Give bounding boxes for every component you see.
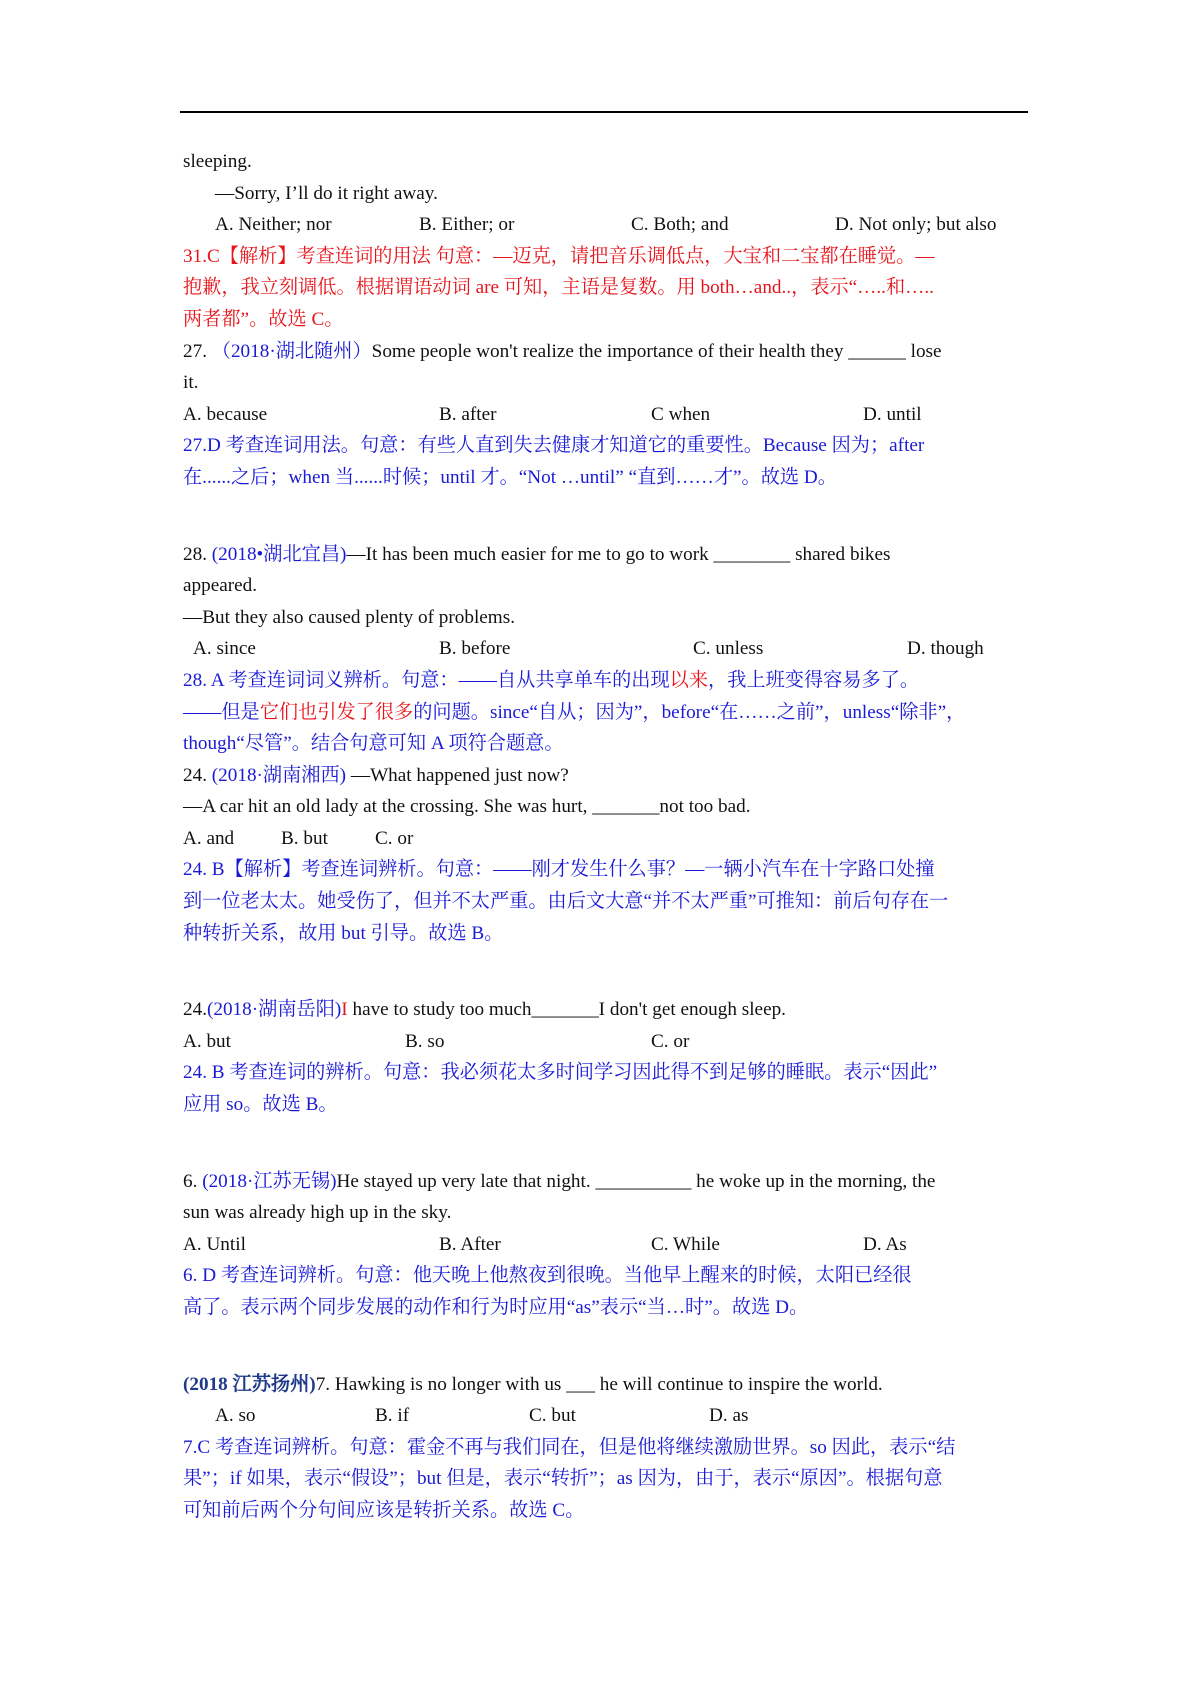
option-b: B. if <box>375 1405 410 1427</box>
spacer <box>183 1324 1025 1369</box>
answer-explanation: 7.C 考查连词辨析。句意：霍金不再与我们同在，但是他将继续激励世界。so 因此，表示“结 <box>183 1436 956 1458</box>
option-c: C. but <box>529 1405 576 1427</box>
option-b: B. so <box>405 1030 445 1052</box>
spacer <box>183 949 1025 994</box>
question-number: 6. <box>183 1170 203 1192</box>
question-text: He stayed up very late that night. __________ he woke up in the morning, the <box>336 1170 936 1192</box>
answer-explanation: 抱歉，我立刻调低。根据谓语动词 are 可知，主语是复数。用 both…and..，表示“…..和….. <box>183 277 934 299</box>
option-a: A. Until <box>183 1233 246 1255</box>
highlight-text: 以来 <box>669 669 709 691</box>
option-d: D. though <box>907 638 984 660</box>
answer-explanation: 两者都”。故选 C。 <box>183 308 344 330</box>
answer-explanation: 种转折关系，故用 but 引导。故选 B。 <box>183 922 504 944</box>
question-number: 27. <box>183 340 212 362</box>
question-24-yueyang <box>183 994 1025 1026</box>
question-source: (2018•湖北宜昌) <box>211 543 347 565</box>
question-text: I <box>341 999 348 1021</box>
question-text: sun was already high up in the sky. <box>183 1202 452 1224</box>
answer-explanation: 到一位老太太。她受伤了，但并不太严重。由后文大意“并不太严重”可推知：前后句存在一 <box>183 891 949 913</box>
answer-options <box>183 633 1025 665</box>
answer-explanation <box>183 665 1025 697</box>
answer-explanation: 31.C【解析】考查连词的用法 句意：—迈克，请把音乐调低点，大宝和二宝都在睡觉。— <box>183 245 935 267</box>
question-number: 24. <box>183 764 212 786</box>
answer-options <box>183 1026 1025 1058</box>
option-c: C. unless <box>693 638 764 660</box>
explanation-text: 的问题。since“自从；因为”，before“在……之前”，unless“除非”， <box>413 701 966 723</box>
explanation-text: ——但是 <box>183 701 260 723</box>
question-number: 24. <box>183 999 207 1021</box>
header-rule <box>180 111 1028 113</box>
question-6 <box>183 1166 1025 1198</box>
answer-explanation: 27.D 考查连词用法。句意：有些人直到失去健康才知道它的重要性。Because 因为；after <box>183 435 925 457</box>
option-a: A. but <box>183 1030 231 1052</box>
question-text: have to study too much_______I don't get enough sleep. <box>347 999 786 1021</box>
question-source: (2018 江苏扬州) <box>183 1373 316 1395</box>
question-text: Some people won't realize the importance of their health they ______ lose <box>371 340 942 362</box>
question-text: appeared. <box>183 575 258 597</box>
option-a: A. Neither; nor <box>215 214 332 236</box>
answer-explanation: 高了。表示两个同步发展的动作和行为时应用“as”表示“当…时”。故选 D。 <box>183 1297 809 1318</box>
question-reply: —A car hit an old lady at the crossing. She was hurt, _______not too bad. <box>183 796 751 818</box>
explanation-text: ，我上班变得容易多了。 <box>708 669 920 691</box>
option-b: B. Either; or <box>419 214 515 236</box>
option-b: B. after <box>439 403 497 425</box>
answer-explanation: 24. B 考查连词的辨析。句意：我必须花太多时间学习因此得不到足够的睡眠。表示“因此” <box>183 1062 938 1084</box>
question-text: it. <box>183 372 199 394</box>
option-d: D. until <box>863 403 922 425</box>
question-source: （2018·湖北随州） <box>211 340 372 362</box>
question-text: sleeping. <box>183 151 252 172</box>
option-b: B. After <box>439 1233 501 1255</box>
answer-options <box>183 823 1025 855</box>
question-reply: —But they also caused plenty of problems. <box>183 606 515 628</box>
answer-explanation: 6. D 考查连词辨析。句意：他天晚上他熬夜到很晚。当他早上醒来的时候，太阳已经很 <box>183 1265 912 1287</box>
option-c: C. or <box>651 1030 690 1052</box>
option-a: A. since <box>193 638 256 660</box>
document-body <box>183 146 1025 1527</box>
answer-options <box>183 399 1025 431</box>
answer-explanation: 在......之后；when 当......时候；until 才。“Not …until” “直到……才”。故选 D。 <box>183 466 837 488</box>
answer-options <box>183 1400 1025 1432</box>
answer-explanation <box>183 697 1025 729</box>
answer-explanation: 果”；if 如果，表示“假设”；but 但是，表示“转折”；as 因为，由于，表示“原因”。根据句意 <box>183 1468 943 1490</box>
answer-explanation: 应用 so。故选 B。 <box>183 1094 338 1116</box>
option-c: C. While <box>651 1233 720 1255</box>
option-b: B. but <box>281 827 328 849</box>
option-a: A. so <box>215 1405 256 1427</box>
option-d: D. Not only; but also <box>835 214 997 236</box>
answer-explanation: 24. B【解析】考查连词辨析。句意：——刚才发生什么事？—一辆小汽车在十字路口处撞 <box>183 859 935 881</box>
option-c: C. or <box>375 827 414 849</box>
option-c: C. Both; and <box>631 214 729 236</box>
answer-explanation: 可知前后两个分句间应该是转折关系。故选 C。 <box>183 1499 585 1521</box>
answer-explanation: though“尽管”。结合句意可知 A 项符合题意。 <box>183 733 564 755</box>
question-text: —What happened just now? <box>346 764 569 786</box>
question-source: (2018·湖南湘西) <box>211 764 347 786</box>
explanation-text: 28. A 考查连词词义辨析。句意：——自从共享单车的出现 <box>183 669 670 691</box>
question-7 <box>183 1369 1025 1401</box>
option-a: A. and <box>183 827 235 849</box>
question-27 <box>183 336 1025 368</box>
option-d: D. As <box>863 1233 907 1255</box>
option-b: B. before <box>439 638 511 660</box>
option-d: D. as <box>709 1405 749 1427</box>
answer-options <box>183 209 1025 241</box>
option-a: A. because <box>183 403 268 425</box>
highlight-text: 它们也引发了很多 <box>259 701 414 723</box>
question-reply: —Sorry, I’ll do it right away. <box>215 182 438 204</box>
spacer <box>183 1121 1025 1166</box>
answer-options <box>183 1229 1025 1261</box>
question-source: (2018·江苏无锡) <box>202 1170 337 1192</box>
spacer <box>183 494 1025 539</box>
question-text: 7. Hawking is no longer with us ___ he will continue to inspire the world. <box>315 1373 883 1395</box>
question-24-xiangxi <box>183 760 1025 792</box>
question-text: —It has been much easier for me to go to work ________ shared bikes <box>346 543 891 565</box>
question-28 <box>183 539 1025 571</box>
question-number: 28. <box>183 543 212 565</box>
option-c: C when <box>651 403 711 425</box>
question-source: (2018·湖南岳阳) <box>206 999 342 1021</box>
